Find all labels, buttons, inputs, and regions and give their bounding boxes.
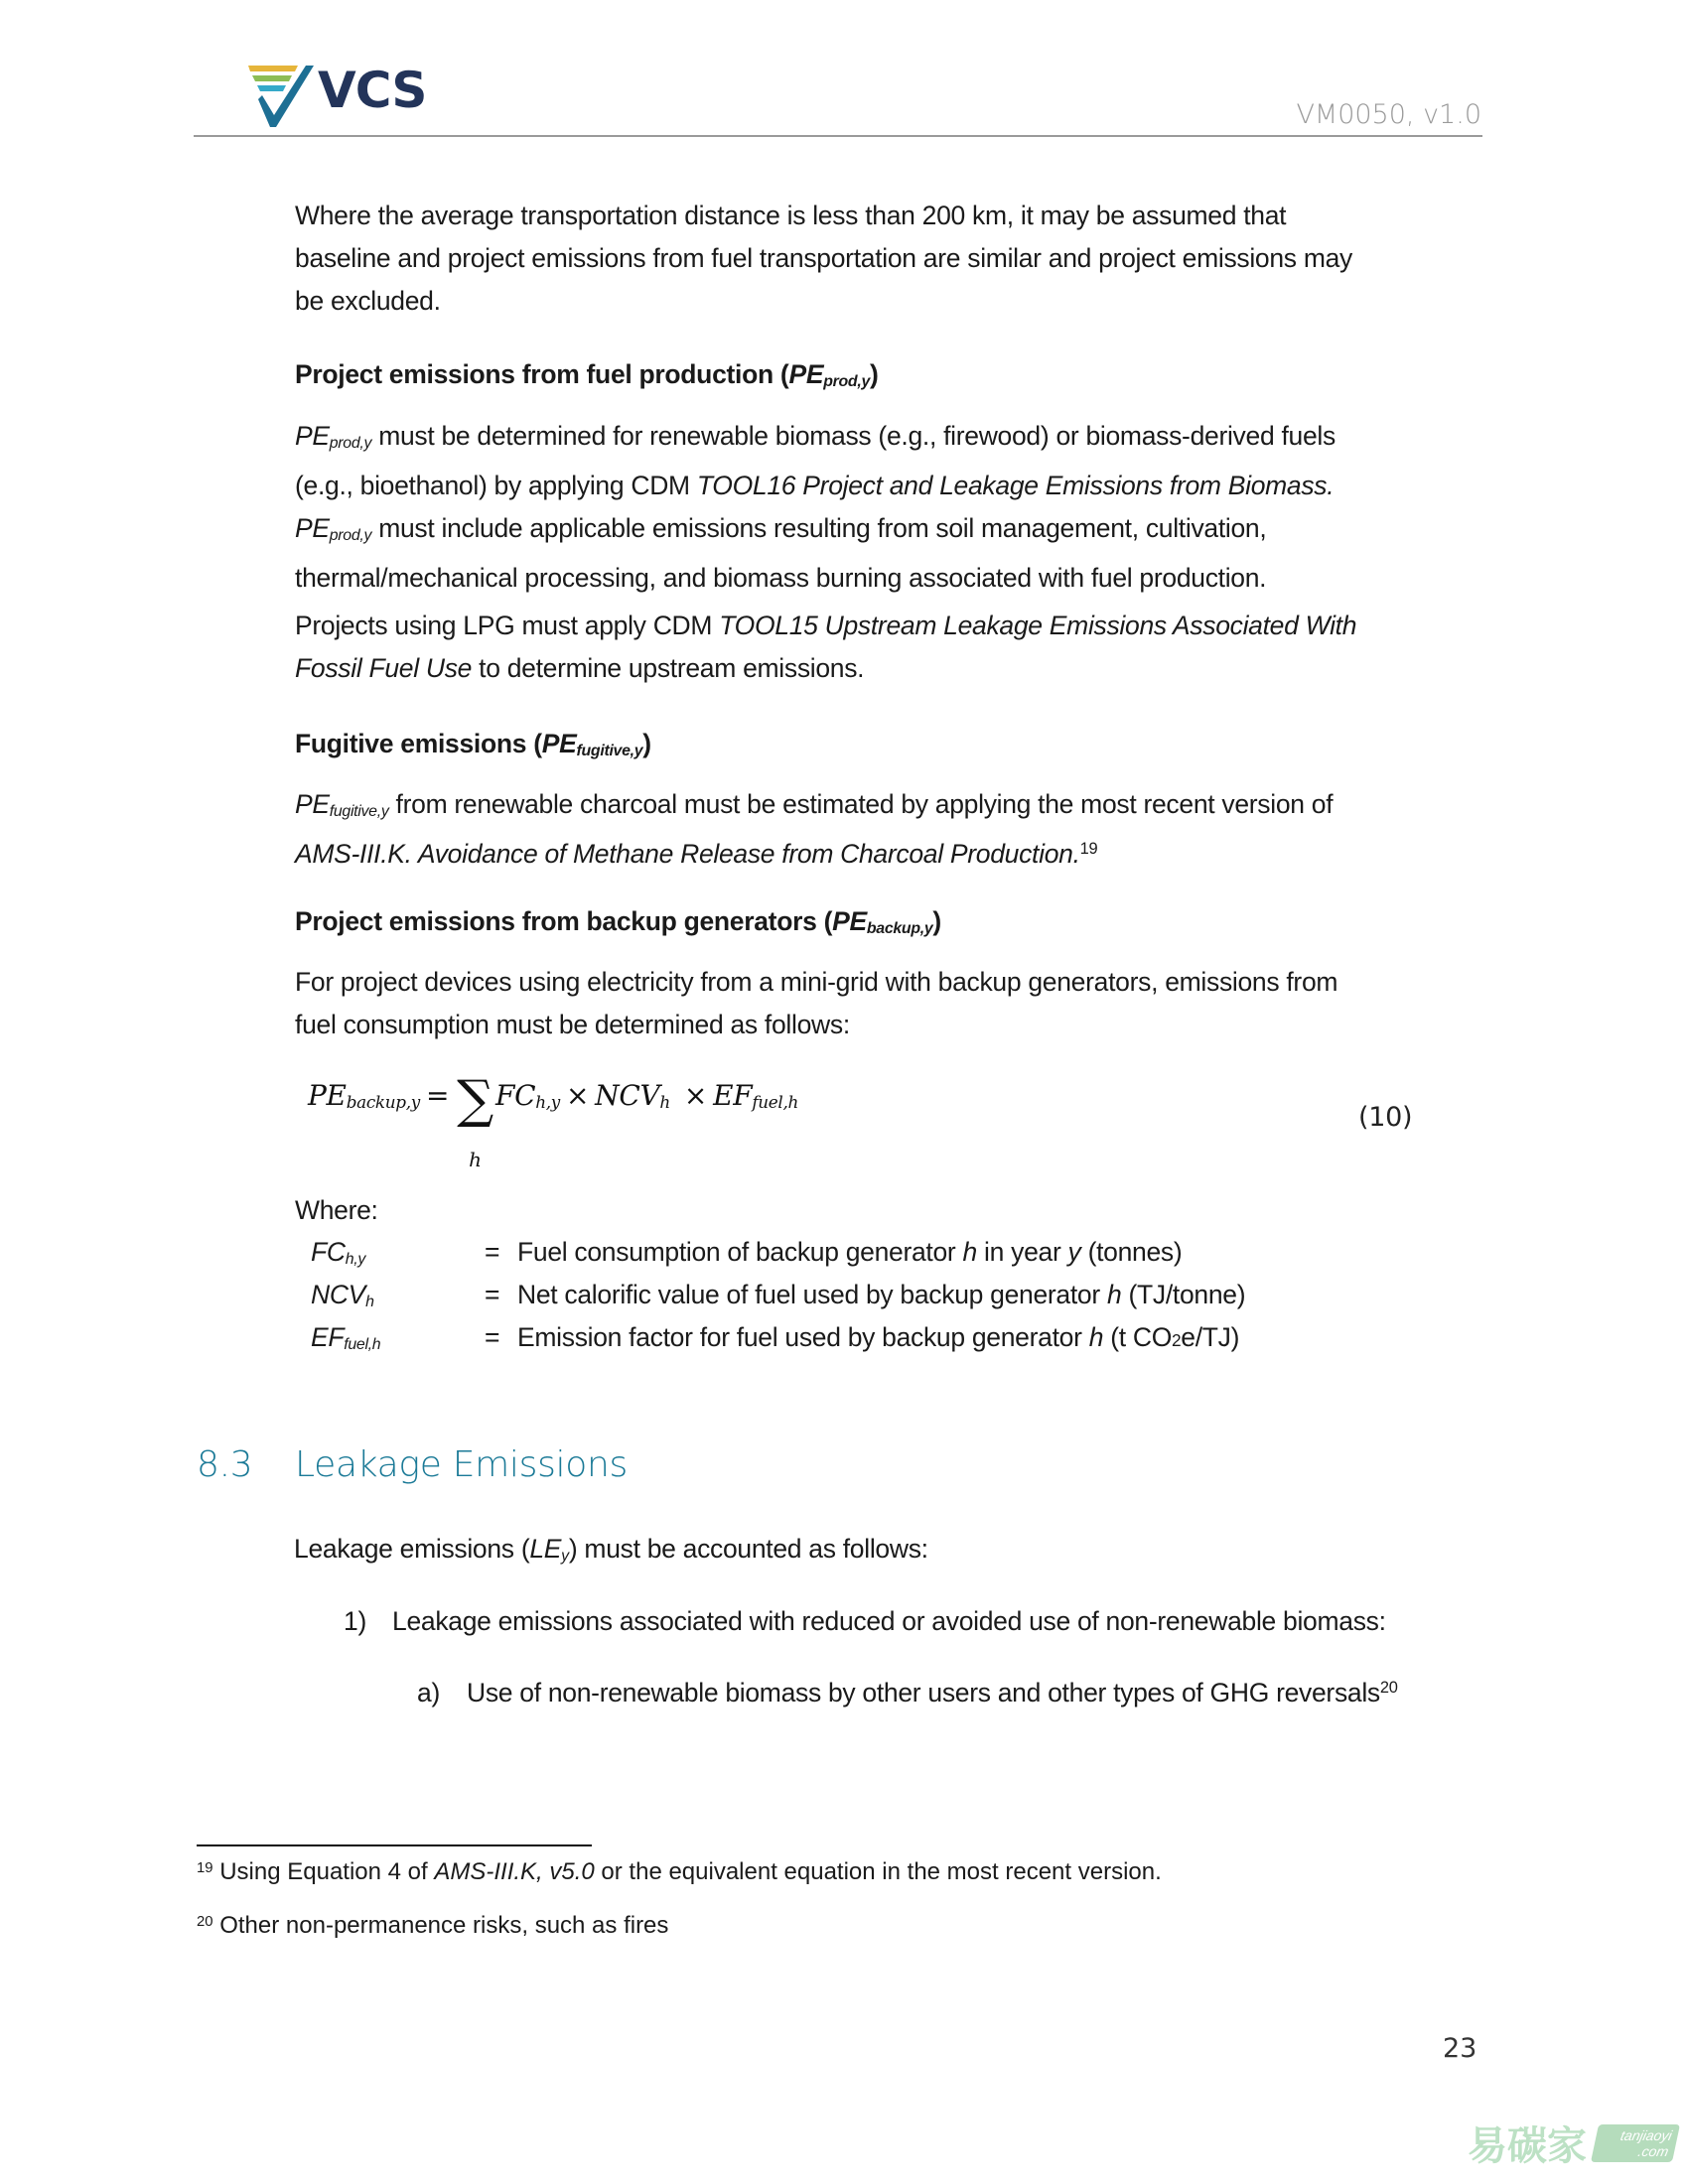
watermark bbox=[1468, 2115, 1686, 2170]
summation-symbol: ∑ h bbox=[457, 1070, 493, 1171]
text-line: be excluded. bbox=[295, 286, 441, 316]
heading-fuel-production: Project emissions from fuel production (PEprod,y) bbox=[295, 359, 879, 390]
equation-number: (10) bbox=[1358, 1102, 1413, 1133]
paragraph-transport bbox=[295, 195, 1486, 323]
footnote-ref-20[interactable]: 20 bbox=[1379, 1679, 1398, 1697]
where-label: Where: bbox=[295, 1195, 378, 1225]
footnote-ref-19[interactable]: 19 bbox=[1079, 840, 1098, 858]
heading-backup-generators: Project emissions from backup generators (PEbackup,y) bbox=[295, 906, 941, 937]
watermark-badge: tanjiaoyi .com bbox=[1591, 2124, 1680, 2162]
logo-text: VCS bbox=[318, 62, 427, 119]
section-title: Leakage Emissions bbox=[295, 1444, 628, 1485]
definition-row: NCVh = Net calorific value of fuel used by backup generator h (TJ/tonne) bbox=[311, 1280, 1246, 1310]
paragraph-fuel-production: PEprod,y must be determined for renewable biomass (e.g., firewood) or biomass-derived fuels (e.g., bioethanol) by applying CDM TOOL16 Project and Leakage Emissions from Biomass. PEprod,y must include applicable emissions resulting from soil management, cultivation, thermal/mechanical processing, and biomass burning associated with fuel production. bbox=[295, 421, 1336, 593]
paragraph-backup: For project devices using electricity from a mini-grid with backup generators, emissions from fuel consumption must be determined as follows: bbox=[295, 967, 1338, 1039]
definition-row: FCh,y = Fuel consumption of backup generator h in year y (tonnes) bbox=[311, 1237, 1183, 1268]
header-divider bbox=[194, 135, 1482, 137]
text-line: baseline and project emissions from fuel transportation are similar and project emissions may bbox=[295, 243, 1352, 273]
section-number: 8.3 bbox=[197, 1444, 253, 1485]
definition-row: EFfuel,h = Emission factor for fuel used by backup generator h (t CO2e/TJ) bbox=[311, 1322, 1240, 1353]
page-number: 23 bbox=[1443, 2033, 1477, 2064]
list-item-1a: a) Use of non-renewable biomass by other users and other types of GHG reversals$^{20}$ bbox=[417, 1678, 1398, 1707]
vcs-checkmark-icon bbox=[248, 66, 314, 127]
list-item-1: 1) Leakage emissions associated with reduced or avoided use of non-renewable biomass: bbox=[344, 1606, 1386, 1636]
paragraph-fugitive: PEfugitive,y from renewable charcoal must be estimated by applying the most recent version of AMS-III.K. Avoidance of Methane Release from Charcoal Production.$^{19}$ bbox=[295, 789, 1334, 869]
text-line: Where the average transportation distance is less than 200 km, it may be assumed that bbox=[295, 201, 1287, 230]
footnote-20: $^{20}$ Other non-permanence risks, such as fires bbox=[197, 1912, 669, 1939]
heading-fugitive: Fugitive emissions (PEfugitive,y) bbox=[295, 729, 651, 759]
paragraph-lpg: Projects using LPG must apply CDM TOOL15 Upstream Leakage Emissions Associated With Fossil Fuel Use to determine upstream emissions. bbox=[295, 611, 1357, 683]
list-marker: 1) bbox=[344, 1606, 366, 1636]
watermark-text: 易碳家 bbox=[1468, 2123, 1587, 2169]
footnote-divider bbox=[197, 1844, 592, 1846]
vcs-logo bbox=[248, 62, 427, 127]
footnote-19: $^{19}$ Using Equation 4 of AMS-III.K, v5.0 or the equivalent equation in the most recent version. bbox=[197, 1858, 1162, 1885]
equation-10: PEbackup,y = ∑ h FCh,y × NCVh × EFfuel,h bbox=[308, 1070, 799, 1171]
paragraph-leakage-intro: Leakage emissions (LEy) must be accounted as follows: bbox=[294, 1534, 928, 1565]
document-id: VM0050, v1.0 bbox=[1296, 99, 1481, 130]
list-marker: a) bbox=[417, 1678, 440, 1707]
